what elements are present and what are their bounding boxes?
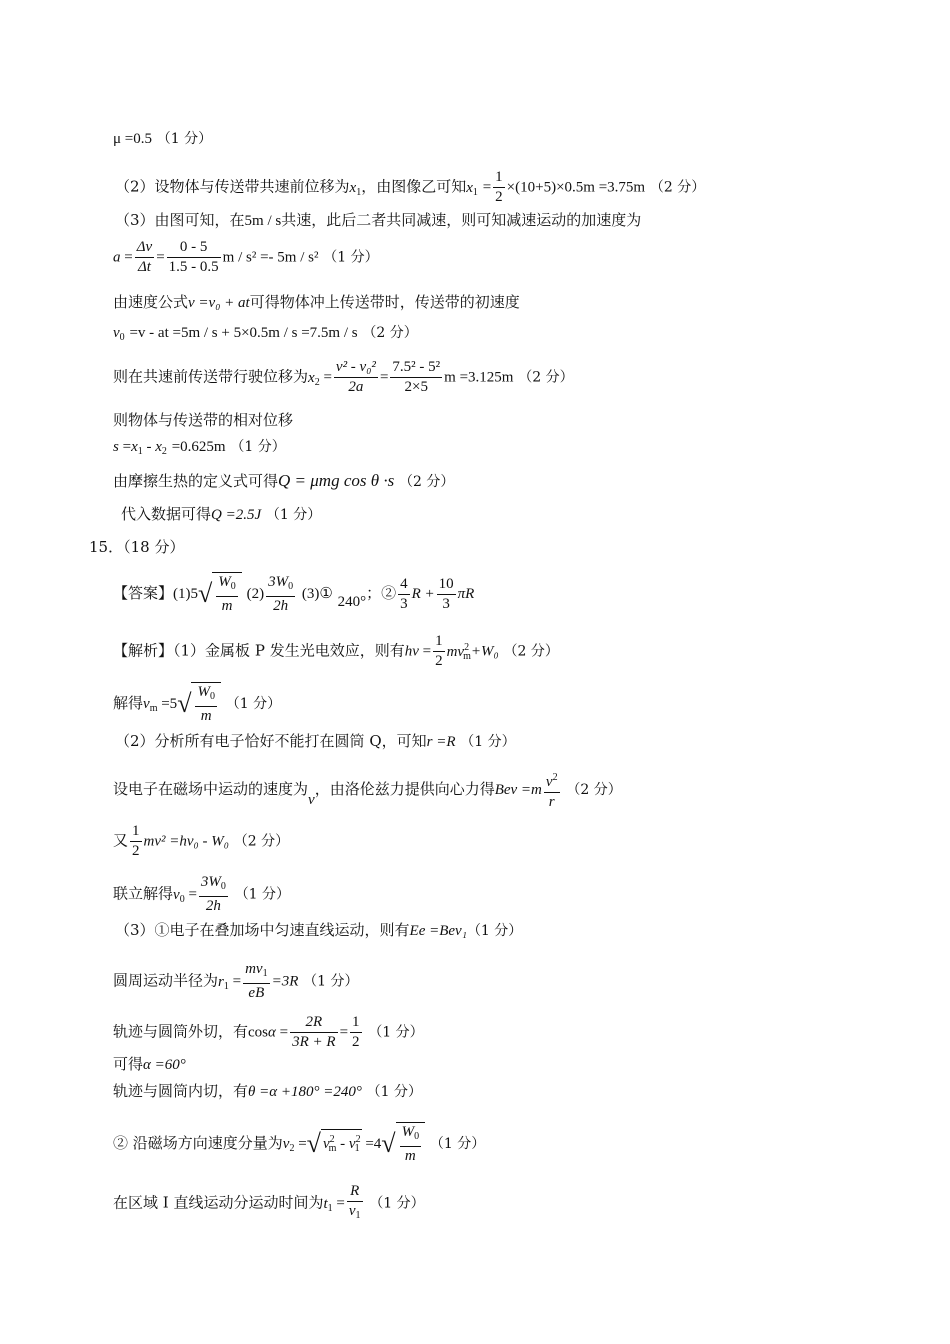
- relative-displacement-score: （1 分）: [230, 439, 286, 455]
- friction-heat-formula: Q = μmg cos θ ·s: [278, 471, 395, 490]
- velocity-intro-tail: 可得物体冲上传送带时，传送带的初速度: [249, 293, 520, 311]
- part3-text: （3）由图可知，在: [115, 211, 245, 229]
- alpha-result-line: 可得α =60°: [113, 1055, 186, 1073]
- substitute-line: 代入数据可得Q =2.5J （1 分）: [121, 505, 322, 523]
- sqrt-vm2-v12: √ $v^2_m - v^2_1$: [306, 1129, 361, 1158]
- answer-1: (1)5: [173, 586, 199, 602]
- lorentz-force-line: 设电子在磁场中运动的速度为v，由洛伦兹力提供向心力得Bev =m $\frac{v^2}{r}$ （2 分）: [113, 768, 622, 812]
- velocity-formula: v =v₀ + at: [188, 295, 250, 311]
- analysis-label: 【解析】: [113, 641, 174, 660]
- answer-3b: ；②: [366, 584, 397, 602]
- analysis-part1-line: 【解析】（1）金属板 P 发生光电效应，则有hν = $\frac{1}{2}$ $mv^2_m+W_0$ （2 分）: [113, 633, 559, 669]
- v0-symbol: $v_0$: [113, 325, 125, 343]
- part3-intro-line: [115, 210, 641, 231]
- part2-score: （2 分）: [649, 179, 706, 196]
- x1-symbol: $x_1$: [349, 179, 362, 198]
- nu0-fraction: $\frac{3W_0}{2h}$: [200, 874, 226, 914]
- analysis-part2-line: （2）分析所有电子恰好不能打在圆筒 Q，可知r =R （1 分）: [115, 732, 516, 750]
- analysis-part3-score: （1 分）: [466, 923, 523, 939]
- half-fraction-2: $\frac{1}{2}$: [435, 633, 443, 669]
- part2-text: （2）设物体与传送带共速前位移为: [115, 177, 350, 196]
- alpha-formula: α =60°: [143, 1057, 186, 1073]
- belt-displacement-intro: 则在共速前传送带行驶位移为: [113, 367, 309, 386]
- friction-heat-score: （2 分）: [398, 474, 455, 490]
- axial-velocity-line: ② 沿磁场方向速度分量为$v_2$ =√ $v^2_m - v^2_1 =4√$ $\frac{W_0}{m}$ （1 分）: [113, 1124, 486, 1164]
- acceleration-score: （1 分）: [323, 249, 379, 266]
- part3-tail: 共速，此后二者共同减速，则可知减速运动的加速度为: [281, 211, 642, 229]
- answer-2-fraction: $\frac{3W_0}{2h}$: [268, 573, 294, 614]
- orbit-radius-line: 圆周运动半径为$r_1$ = $\frac{mv_1}{eB}$ =3R （1 分）: [113, 961, 359, 1001]
- lorentz-force-score: （2 分）: [566, 782, 622, 798]
- question-15-heading: 15．（18 分）: [89, 538, 185, 556]
- theta-formula: θ =α +180° =240°: [248, 1084, 362, 1100]
- substitute-score: （1 分）: [265, 507, 322, 523]
- half-fraction-3: $\frac{1}{2}$: [132, 823, 140, 859]
- belt-displacement-result: m =3.125m: [444, 369, 514, 386]
- four-thirds-fraction: $\frac{4}{3}$: [400, 575, 408, 612]
- velocity-intro-text: 由速度公式: [113, 293, 189, 311]
- acceleration-fraction: $\frac{0 - 5}{1.5 - 0.5}$: [168, 239, 219, 275]
- mu-result-line: [113, 128, 212, 149]
- radius-condition: r =R: [426, 734, 456, 750]
- relative-displacement-heading: 则物体与传送带的相对位移: [113, 411, 294, 429]
- max-velocity-score: （1 分）: [225, 696, 282, 712]
- part3-speed: 5m / s: [244, 213, 282, 229]
- half-fraction: $\frac{1}{2}$: [495, 169, 503, 205]
- answer-2: (2): [246, 586, 265, 602]
- energy-equation-line: 又 $\frac{1}{2}$ mv² =hν₀ - W₀ （2 分）: [113, 823, 290, 859]
- threshold-frequency-line: 联立解得$\nu_0$ = $\frac{3W_0}{2h}$ （1 分）: [113, 874, 291, 914]
- belt-displacement-score: （2 分）: [518, 369, 574, 386]
- belt-displacement-line: 则在共速前传送带行驶位移为$x_2$ = $\frac{\text{v² - v₀²}}{2a}$ = $\frac{\text{7.5² - 5²}}{2\times 5}$ m =3.125m （2 分）: [113, 359, 574, 395]
- external-tangent-line: 轨迹与圆筒外切，有cosα = $\frac{2R}{3R + R}$ = $\frac{1}{2}$ （1 分）: [113, 1014, 424, 1050]
- internal-tangent-line: 轨迹与圆筒内切，有θ =α +180° =240° （1 分）: [113, 1082, 423, 1100]
- max-velocity-line: 解得$v_m =5√$ $\frac{W_0}{m}$ （1 分）: [113, 684, 282, 724]
- acceleration-line: a = $\frac{\Delta v}{\Delta t}$ = $\frac{0 - 5}{1.5 - 0.5}$ m / s² =- 5m / s² （1 分）: [113, 239, 379, 275]
- answer-3-angle: 240°: [337, 594, 367, 610]
- sqrt-w0-m-3: √ $\frac{W_0}{m}$: [381, 1122, 425, 1166]
- region1-time-line: 在区域 Ⅰ 直线运动分运动时间为$t_1$ = $\frac{R}{v_1}$ （1 分）: [113, 1182, 425, 1225]
- orbit-radius-score: （1 分）: [303, 973, 359, 990]
- sqrt-w0-m-2: √ $\frac{W_0}{m}$: [177, 682, 221, 726]
- half-fraction-4: $\frac{1}{2}$: [352, 1014, 360, 1050]
- analysis-part2-score: （1 分）: [460, 734, 516, 750]
- external-tangent-score: （1 分）: [368, 1024, 424, 1041]
- answer-line: 【答案】(1)5√ $\frac{W_0}{m}$ (2) $\frac{3W_0}{2h}$ (3)① 240°；② $\frac{4}{3}$ R + $\frac{10}{3}$ πR: [113, 573, 475, 614]
- ten-thirds-fraction: $\frac{10}{3}$: [438, 575, 454, 612]
- x1-symbol-2: $x_1$: [466, 179, 478, 198]
- analysis-part3-line: （3）①电子在叠加场中匀速直线运动，则有Ee =Bev₁（1 分）: [115, 921, 523, 939]
- force-balance-formula: Ee =Bev₁: [409, 923, 467, 939]
- t1-fraction: $\frac{R}{v_1}$: [348, 1183, 361, 1221]
- relative-displacement-line: $s =x_1 - x_2 =0.625m$ （1 分）: [113, 439, 286, 457]
- v2-over-r-fraction: $\frac{v^2}{r}$: [544, 768, 560, 812]
- friction-heat-line: 由摩擦生热的定义式可得Q = μmg cos θ ·s （2 分）: [113, 471, 455, 490]
- energy-equation: mv² =hν₀ - W₀: [143, 833, 229, 850]
- velocity-formula-line: [113, 292, 520, 313]
- x2-fraction-symbolic: $\frac{\text{v² - v₀²}}{2a}$: [335, 359, 376, 395]
- initial-velocity-line: [113, 322, 418, 348]
- threshold-frequency-score: （1 分）: [234, 886, 291, 903]
- x2-fraction-numeric: $\frac{\text{7.5² - 5²}}{2\times 5}$: [392, 359, 441, 395]
- dv-dt-fraction: $\frac{\Delta v}{\Delta t}$: [136, 239, 153, 275]
- part2-displacement-line: （2）设物体与传送带共速前位移为$x_1$，由图像乙可知$x_1$ = $\frac{1}{2}$ ×(10+5)×0.5m =3.75m （2 分）: [115, 169, 706, 205]
- answer-label: 【答案】: [113, 584, 174, 602]
- analysis-part1-score: （2 分）: [503, 643, 559, 660]
- axial-velocity-score: （1 分）: [429, 1136, 486, 1152]
- x1-expression-tail: ×(10+5)×0.5m =3.75m: [506, 179, 646, 196]
- heat-result: Q =2.5J: [211, 507, 262, 523]
- region1-time-score: （1 分）: [369, 1195, 425, 1212]
- r1-fraction: $\frac{mv_1}{eB}$: [245, 961, 268, 1001]
- relative-displacement-result: =0.625m: [171, 439, 226, 455]
- mu-formula: μ =0.5: [113, 131, 153, 147]
- cos-fraction: $\frac{2R}{3R + R}$: [292, 1014, 336, 1050]
- initial-velocity-score: （2 分）: [362, 325, 418, 341]
- answer-3: (3)①: [301, 586, 333, 602]
- internal-tangent-score: （1 分）: [366, 1084, 423, 1100]
- acceleration-result: m / s² =- 5m / s²: [222, 249, 319, 266]
- part2-mid-text: ，由图像乙可知: [361, 177, 467, 196]
- mu-score: （1 分）: [156, 131, 213, 147]
- initial-velocity-calc: =v - at =5m / s + 5×0.5m / s =7.5m / s: [129, 325, 358, 341]
- sqrt-w0-m: √ $\frac{W_0}{m}$: [198, 572, 242, 616]
- energy-equation-score: （2 分）: [233, 833, 290, 850]
